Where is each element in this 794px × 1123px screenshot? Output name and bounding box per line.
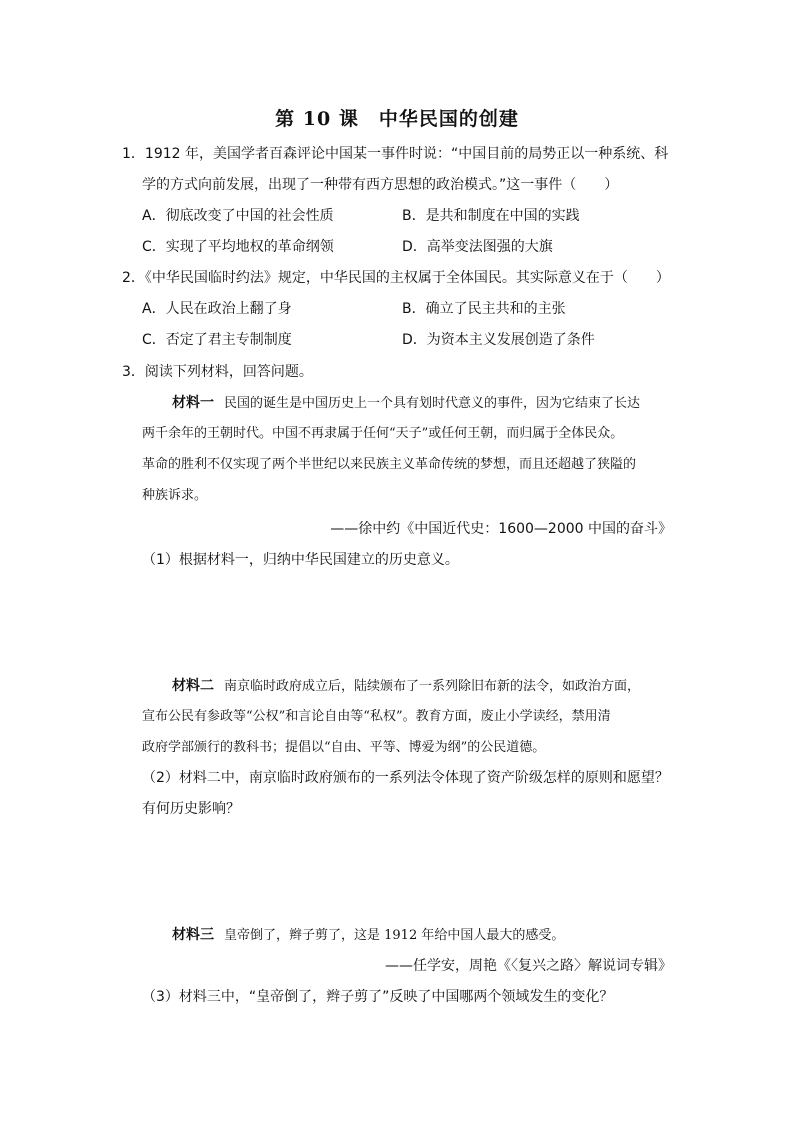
material-2-line1: 材料二 南京临时政府成立后，陆续颁布了一系列除旧布新的法令，如政治方面， <box>172 678 641 694</box>
q1-stem-line2: 学的方式向前发展，出现了一种带有西方思想的政治模式。”这一事件（ ） <box>142 177 619 193</box>
material-2-label: 材料二 <box>172 678 214 694</box>
material-1-line1: 材料一 民国的诞生是中国历史上一个具有划时代意义的事件，因为它结束了长达 <box>172 395 641 411</box>
material-2-line3: 政府学部颁行的教科书；提倡以“自由、平等、博爱为纲”的公民道德。 <box>142 740 546 755</box>
q3-intro: 3．阅读下列材料，回答问题。 <box>122 364 313 380</box>
material-1-source: ——徐中约《中国近代史：1600—2000 中国的奋斗》 <box>330 521 672 537</box>
q2-option-a: A．人民在政治上翻了身 <box>142 301 292 317</box>
material-1-line3: 革命的胜利不仅实现了两个半世纪以来民族主义革命传统的梦想，而且还超越了狭隘的 <box>142 457 637 472</box>
q2-option-c: C．否定了君主专制制度 <box>142 332 292 348</box>
q1-option-b: B．是共和制度在中国的实践 <box>402 208 580 224</box>
material-1-line4: 种族诉求。 <box>142 488 208 503</box>
material-2-line2: 宣布公民有参政等“公权”和言论自由等“私权”。教育方面，废止小学读经，禁用清 <box>142 709 611 724</box>
q3-sub2-line2: 有何历史影响？ <box>142 801 240 817</box>
q1-option-a: A．彻底改变了中国的社会性质 <box>142 208 334 224</box>
q2-stem: 2．《中华民国临时约法》规定，中华民国的主权属于全体国民。其实际意义在于（ ） <box>122 270 670 286</box>
q2-option-d: D．为资本主义发展创造了条件 <box>402 332 595 348</box>
q3-sub3: （3）材料三中，“皇帝倒了，辫子剪了”反映了中国哪两个领域发生的变化？ <box>142 989 614 1005</box>
material-3-source: ——任学安，周艳《〈复兴之路〉解说词专辑》 <box>385 958 672 974</box>
q3-sub2-line1: （2）材料二中，南京临时政府颁布的一系列法令体现了资产阶级怎样的原则和愿望？ <box>142 770 669 786</box>
material-1-label: 材料一 <box>172 395 214 411</box>
q3-sub1: （1）根据材料一，归纳中华民国建立的历史意义。 <box>142 552 459 568</box>
material-1-line2: 两千余年的王朝时代。中国不再隶属于任何“天子”或任何王朝，而归属于全体民众。 <box>142 426 624 441</box>
material-3-line: 材料三 皇帝倒了，辫子剪了，这是 1912 年给中国人最大的感受。 <box>172 927 565 943</box>
q2-option-b: B．确立了民主共和的主张 <box>402 301 566 317</box>
page-title: 第 10 课 中华民国的创建 <box>275 108 519 130</box>
q1-option-d: D．高举变法图强的大旗 <box>402 239 553 255</box>
material-3-label: 材料三 <box>172 927 214 943</box>
q1-option-c: C．实现了平均地权的革命纲领 <box>142 239 334 255</box>
q1-stem-line1: 1．1912 年，美国学者百森评论中国某一事件时说：“中国目前的局势正以一种系统、科 <box>122 146 669 162</box>
